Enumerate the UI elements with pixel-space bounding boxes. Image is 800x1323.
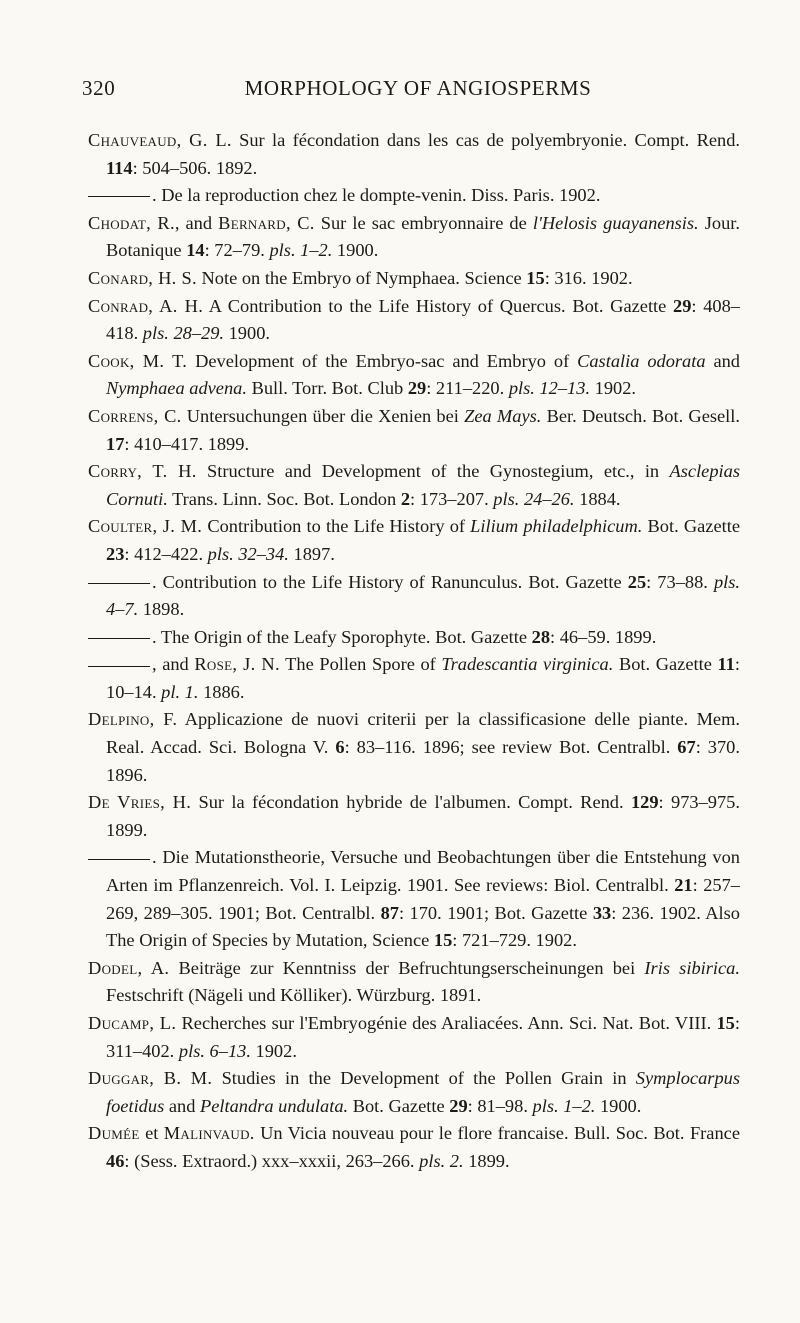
volume-number: 25: [627, 571, 647, 592]
volume-number: 46: [106, 1150, 125, 1171]
running-title: MORPHOLOGY OF ANGIOSPERMS: [244, 76, 592, 100]
volume-number: 29: [673, 295, 692, 316]
volume-number: 29: [449, 1095, 468, 1116]
italic-text: pls. 6–13.: [178, 1040, 251, 1061]
entry-text: The Pollen Spore of: [279, 654, 442, 675]
entry-text: Recherches sur l'Embryogénie des Araliacées. Ann. Sci. Nat. Bot. VIII.: [176, 1013, 717, 1033]
italic-text: pls. 4–7.: [106, 571, 740, 620]
volume-number: 21: [674, 875, 693, 896]
entry-text: : 721–729. 1902.: [452, 930, 577, 951]
bibliography-entry: [88, 127, 740, 182]
bibliography-entry: [88, 706, 740, 789]
volume-number: 14: [186, 240, 205, 261]
entry-text: : 173–207.: [410, 488, 494, 509]
italic-text: pls. 1–2.: [269, 240, 333, 261]
bibliography-entry: [88, 1120, 740, 1175]
bibliography-entry: [88, 789, 740, 844]
author-name: Ducamp, L.: [88, 1013, 177, 1033]
volume-number: 15: [716, 1013, 735, 1033]
bibliography-entry: [88, 348, 740, 403]
entry-text: Applicazione de nuovi criterii per la classificasione delle piante. Mem. Real. Accad. Sci. Bologna V.: [106, 709, 740, 758]
bibliography-entry: [88, 569, 740, 624]
page-number: 320: [82, 76, 116, 100]
entry-text: : 81–98.: [467, 1095, 533, 1116]
author-name: Delpino, F.: [88, 709, 178, 730]
italic-text: Peltandra undulata.: [199, 1095, 349, 1116]
italic-text: Symplocarpus foetidus: [106, 1068, 740, 1116]
bibliography-entry: [88, 265, 740, 293]
entry-text: : 72–79.: [204, 240, 270, 261]
author-name: Conrad, A. H.: [88, 295, 204, 316]
entry-text: 1902.: [590, 378, 637, 399]
italic-text: pls. 12–13.: [508, 378, 591, 399]
entry-text: : 412–422.: [124, 543, 208, 564]
entry-text: . Contribution to the Life History of Ranunculus. Bot. Gazette: [152, 571, 628, 592]
bibliography-entry: [88, 955, 740, 1010]
author-name: Coulter, J. M.: [88, 516, 203, 537]
entry-text: 1900.: [224, 323, 270, 344]
entry-text: Jour. Botanique: [106, 212, 740, 261]
bibliography-entry: [88, 1065, 740, 1120]
entry-text: : 236. 1902. Also The Origin of Species by Mutation, Science: [106, 902, 740, 951]
entry-text: : 504–506. 1892.: [132, 157, 258, 178]
entry-text: : 83–116. 1896; see review Bot. Centralbl.: [344, 737, 678, 758]
entry-text: : 410–417. 1899.: [124, 433, 250, 454]
entry-text: Ber. Deutsch. Bot. Gesell.: [541, 405, 741, 426]
bibliography-list: [88, 127, 740, 1176]
volume-number: 28: [531, 626, 551, 647]
bibliography-entry: [88, 1010, 740, 1065]
entry-text: : 257–269, 289–305. 1901; Bot. Centralbl.: [106, 875, 740, 923]
entry-text: Bot. Gazette: [348, 1095, 450, 1116]
entry-text: 1902.: [250, 1040, 297, 1061]
author-name: Rose, J. N.: [194, 654, 280, 675]
italic-text: pl. 1.: [161, 681, 199, 702]
running-header: [82, 76, 740, 101]
bibliography-entry: [88, 651, 740, 706]
volume-number: 67: [677, 737, 696, 758]
italic-text: Asclepias Cornuti.: [106, 461, 740, 509]
author-name: Malinvaud.: [163, 1123, 255, 1144]
bibliography-entry: [88, 513, 740, 568]
author-name: Dodel, A.: [88, 957, 170, 978]
volume-number: 6: [335, 737, 345, 758]
entry-text: Bot. Gazette: [613, 654, 718, 675]
author-name: Correns, C.: [88, 405, 182, 426]
ditto-dash: [88, 859, 150, 860]
author-name: Dumée: [88, 1123, 140, 1144]
italic-text: pls. 32–34.: [207, 543, 289, 564]
entry-text: Untersuchungen über die Xenien bei: [181, 405, 465, 426]
entry-text: 1884.: [574, 488, 621, 509]
italic-text: Zea Mays.: [464, 405, 542, 426]
entry-text: . De la reproduction chez le dompte-venin. Diss. Paris. 1902.: [152, 185, 601, 206]
entry-text: Bot. Gazette: [642, 516, 741, 537]
italic-text: pls. 2.: [419, 1150, 464, 1171]
entry-text: Studies in the Development of the Pollen Grain in: [212, 1068, 636, 1089]
entry-text: Structure and Development of the Gynostegium, etc., in: [196, 461, 670, 482]
bibliography-entry: [88, 403, 740, 458]
volume-number: 33: [592, 902, 612, 923]
ditto-dash: [88, 638, 150, 639]
entry-text: : 973–975. 1899.: [106, 792, 740, 840]
author-name: De Vries, H.: [88, 792, 192, 813]
volume-number: 11: [717, 654, 735, 675]
entry-text: 1900.: [332, 240, 379, 261]
entry-text: : 211–220.: [426, 378, 509, 399]
entry-text: Bull. Torr. Bot. Club: [246, 378, 408, 399]
bibliography-entry: [88, 182, 740, 210]
italic-text: pls. 28–29.: [142, 323, 225, 344]
entry-text: A Contribution to the Life History of Quercus. Bot. Gazette: [203, 295, 674, 316]
entry-text: 1900.: [595, 1095, 642, 1116]
volume-number: 29: [407, 378, 427, 399]
entry-text: : 10–14.: [106, 654, 740, 702]
bibliography-entry: [88, 458, 740, 513]
bibliography-entry: [88, 844, 740, 954]
author-name: Bernard, C.: [218, 212, 315, 233]
author-name: Corry, T. H.: [88, 461, 197, 482]
entry-text: , and: [174, 212, 219, 233]
entry-text: . The Origin of the Leafy Sporophyte. Bot. Gazette: [152, 626, 532, 647]
entry-text: Un Vicia nouveau pour le flore francaise. Bull. Soc. Bot. France: [254, 1123, 740, 1144]
volume-number: 114: [106, 157, 133, 178]
volume-number: 17: [106, 433, 125, 454]
entry-text: 1898.: [138, 599, 185, 620]
entry-text: Trans. Linn. Soc. Bot. London: [167, 488, 401, 509]
italic-text: Lilium philadelphicum.: [470, 516, 643, 537]
italic-text: pls. 1–2.: [532, 1095, 596, 1116]
entry-text: 1897.: [288, 543, 335, 564]
entry-text: Sur la fécondation hybride de l'albumen. Compt. Rend.: [191, 792, 631, 813]
author-name: Duggar, B. M.: [88, 1068, 213, 1089]
entry-text: : 370. 1896.: [106, 737, 740, 785]
ditto-dash: [88, 196, 150, 197]
ditto-dash: [88, 666, 150, 667]
ditto-dash: [88, 583, 150, 584]
volume-number: 15: [526, 267, 545, 288]
italic-text: Nymphaea advena.: [106, 378, 247, 399]
italic-text: Tradescantia virginica.: [441, 654, 614, 675]
entry-text: Development of the Embryo-sac and Embryo of: [187, 350, 578, 371]
entry-text: Sur la fécondation dans les cas de polyembryonie. Compt. Rend.: [231, 130, 741, 150]
entry-text: Beiträge zur Kenntniss der Befruchtungserscheinungen bei: [169, 957, 645, 978]
entry-text: : 46–59. 1899.: [550, 626, 657, 647]
entry-text: : 316. 1902.: [544, 267, 633, 288]
volume-number: 15: [433, 930, 453, 951]
italic-text: l'Helosis guayanensis.: [532, 212, 699, 233]
entry-text: : (Sess. Extraord.) xxx–xxxii, 263–266.: [124, 1150, 420, 1171]
italic-text: Iris sibirica.: [644, 957, 740, 978]
entry-text: 1899.: [463, 1150, 510, 1171]
author-name: Conard, H. S.: [88, 267, 197, 288]
entry-text: Sur le sac embryonnaire de: [314, 212, 533, 233]
entry-text: Note on the Embryo of Nymphaea. Science: [196, 267, 527, 288]
volume-number: 129: [630, 792, 659, 813]
entry-text: et: [139, 1123, 164, 1144]
entry-text: , and: [152, 654, 195, 675]
entry-text: : 408–418.: [106, 295, 740, 344]
italic-text: pls. 24–26.: [493, 488, 575, 509]
entry-text: 1886.: [198, 681, 245, 702]
author-name: Cook, M. T.: [88, 350, 188, 371]
bibliography-entry: [88, 293, 740, 348]
entry-text: . Die Mutationstheorie, Versuche und Beobachtungen über die Entstehung von Arten im Pflanzenreich. Vol. I. Leipzig. 1901. See reviews: Biol. Centralbl.: [106, 847, 740, 896]
entry-text: and: [164, 1095, 200, 1116]
entry-text: and: [705, 350, 740, 371]
entry-text: : 311–402.: [106, 1013, 740, 1061]
volume-number: 2: [400, 488, 411, 509]
author-name: Chauveaud, G. L.: [88, 130, 232, 150]
italic-text: Castalia odorata: [577, 350, 706, 371]
entry-text: : 170. 1901; Bot. Gazette: [398, 902, 593, 923]
entry-text: : 73–88.: [646, 571, 714, 592]
bibliography-entry: [88, 210, 740, 265]
bibliography-entry: [88, 624, 740, 652]
volume-number: 23: [106, 543, 125, 564]
entry-text: Festschrift (Nägeli und Kölliker). Würzburg. 1891.: [106, 985, 482, 1006]
entry-text: Contribution to the Life History of: [202, 516, 471, 537]
volume-number: 87: [380, 902, 399, 923]
author-name: Chodat, R.: [88, 212, 175, 233]
